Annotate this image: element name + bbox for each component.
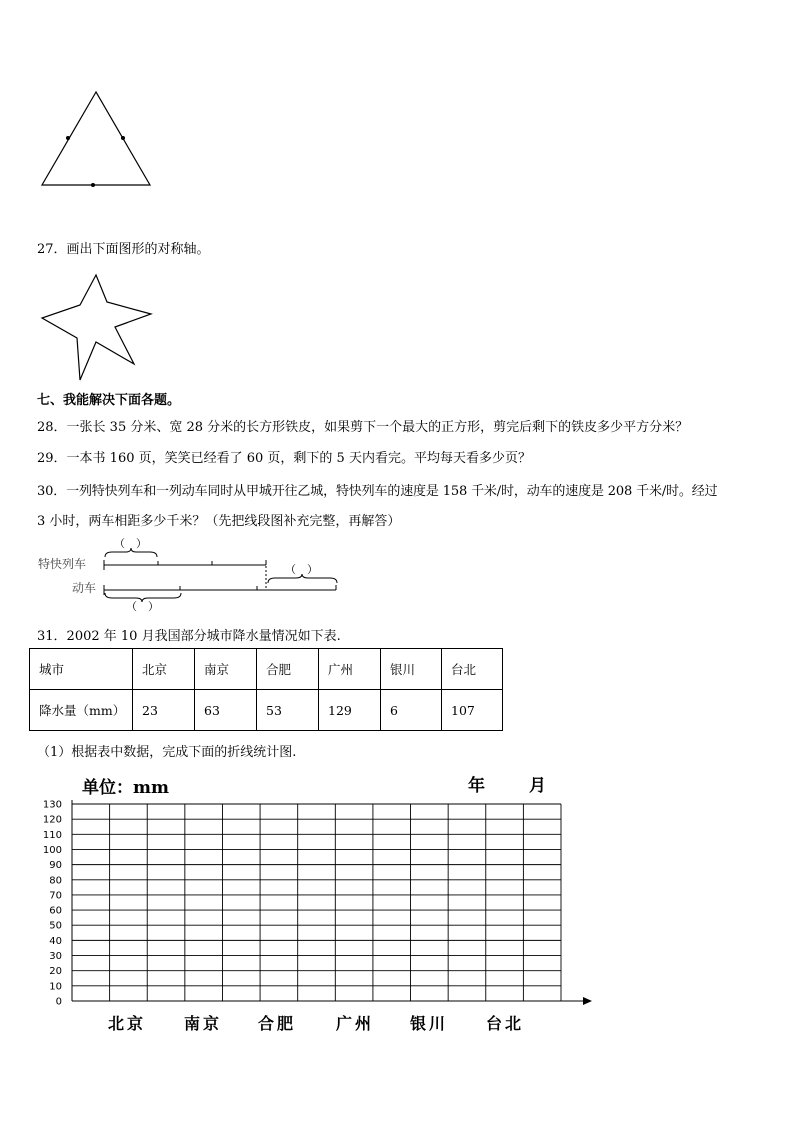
y-tick-label: 80: [49, 875, 62, 887]
question-27: 27．画出下面图形的对称轴。: [37, 242, 210, 257]
city-cell: 银川: [381, 649, 442, 690]
question-30-line1: 30．一列特快列车和一列动车同时从甲城开往乙城，特快列车的速度是 158 千米/时，动车的速度是 208 千米/时。经过: [37, 484, 718, 499]
y-tick-label: 0: [55, 996, 62, 1008]
y-tick-label: 30: [49, 951, 62, 963]
value-cell: 129: [319, 690, 381, 731]
y-tick-label: 50: [49, 920, 62, 932]
y-tick-label: 90: [49, 860, 62, 872]
city-cell: 广州: [319, 649, 381, 690]
x-category-label: 台北: [485, 1014, 525, 1033]
city-cell: 台北: [442, 649, 503, 690]
x-category-label: 广州: [335, 1014, 375, 1033]
month-label: 月: [529, 776, 546, 796]
value-cell: 107: [442, 690, 503, 731]
bracket-top-label: （ ）: [114, 537, 147, 550]
x-category-label: 合肥: [257, 1014, 297, 1033]
express-train-label: 特快列车: [38, 557, 87, 571]
unit-label: 单位：mm: [82, 778, 169, 798]
question-29: 29．一本书 160 页，笑笑已经看了 60 页，剩下的 5 天内看完。平均每天看多少页？: [37, 451, 531, 466]
value-cell: 23: [133, 690, 195, 731]
question-31: 31．2002 年 10 月我国部分城市降水量情况如下表.: [37, 629, 341, 644]
y-tick-label: 70: [49, 890, 62, 902]
y-tick-label: 40: [49, 935, 62, 947]
x-axis-arrow: [583, 997, 592, 1005]
y-tick-label: 120: [42, 814, 62, 826]
x-category-label: 北京: [107, 1014, 147, 1033]
y-tick-label: 100: [42, 844, 62, 856]
y-tick-label: 60: [49, 905, 62, 917]
city-cell: 北京: [133, 649, 195, 690]
header-label-cell: 城市: [30, 649, 133, 690]
value-cell: 63: [195, 690, 257, 731]
section-7-heading: 七、我能解决下面各题。: [37, 393, 181, 408]
row-label-cell: 降水量（mm）: [30, 690, 133, 731]
city-cell: 南京: [195, 649, 257, 690]
y-tick-label: 110: [42, 829, 62, 841]
x-category-label: 银川: [409, 1014, 449, 1033]
year-label: 年: [468, 776, 485, 796]
y-tick-label: 20: [49, 966, 62, 978]
bracket-right-label: （ ）: [285, 563, 318, 576]
y-tick-label: 130: [42, 799, 62, 811]
x-category-label: 南京: [183, 1014, 223, 1033]
question-31-part1: （1）根据表中数据，完成下面的折线统计图.: [37, 745, 297, 760]
emu-train-label: 动车: [72, 581, 97, 595]
value-cell: 6: [381, 690, 442, 731]
y-tick-label: 10: [49, 981, 62, 993]
question-28: 28．一张长 35 分米、宽 28 分米的长方形铁皮，如果剪下一个最大的正方形，剪完后剩下的铁皮多少平方分米？: [37, 420, 689, 435]
city-cell: 合肥: [257, 649, 319, 690]
bracket-bottom-label: （ ）: [126, 600, 159, 613]
value-cell: 53: [257, 690, 319, 731]
question-30-line2: 3 小时，两车相距多少千米？（先把线段图补充完整，再解答）: [37, 514, 401, 529]
